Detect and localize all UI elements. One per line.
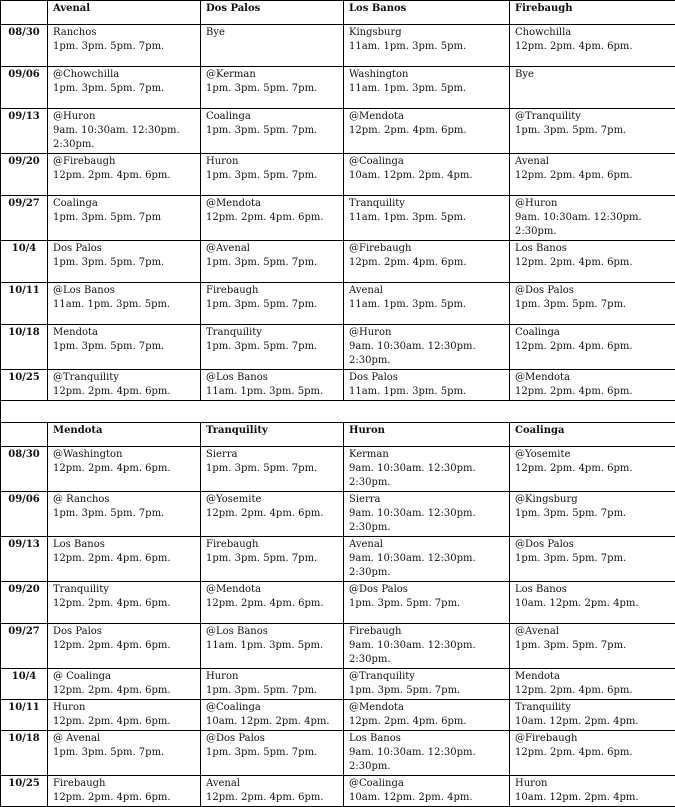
table-row (1, 731, 675, 776)
date-cell: 08/30 (1, 447, 48, 492)
opponent: @Mendota (515, 371, 670, 385)
date-cell: 09/20 (1, 582, 48, 624)
game-cell (344, 241, 510, 283)
game-cell (48, 447, 201, 492)
opponent: Mendota (515, 670, 670, 684)
game-times: 12pm. 2pm. 4pm. 6pm. (515, 40, 670, 54)
table-row (1, 582, 675, 624)
opponent: @Huron (515, 197, 670, 211)
opponent: Firebaugh (206, 538, 338, 552)
game-cell (344, 492, 510, 537)
game-cell (344, 25, 510, 67)
date-cell: 09/06 (1, 492, 48, 537)
table-row (1, 241, 675, 283)
opponent: Los Banos (515, 583, 670, 597)
table-row (1, 196, 675, 241)
opponent: Tranquility (53, 583, 195, 597)
game-cell (201, 67, 344, 109)
game-times: 12pm. 2pm. 4pm. 6pm. (349, 256, 504, 270)
game-times: 1pm. 3pm. 5pm. 7pm. (515, 639, 670, 653)
game-cell (48, 582, 201, 624)
opponent: Kingsburg (349, 26, 504, 40)
game-times: 12pm. 2pm. 4pm. 6pm. (53, 684, 195, 698)
game-times: 12pm. 2pm. 4pm. 6pm. (53, 597, 195, 611)
opponent: Washington (349, 68, 504, 82)
game-cell (201, 109, 344, 154)
game-times: 1pm. 3pm. 5pm. 7pm. (53, 40, 195, 54)
opponent: @Dos Palos (349, 583, 504, 597)
opponent: Chowchilla (515, 26, 670, 40)
game-times: 11am. 1pm. 3pm. 5pm. (349, 298, 504, 312)
game-cell (201, 624, 344, 669)
game-cell (510, 537, 675, 582)
game-times: 1pm. 3pm. 5pm. 7pm. (206, 82, 338, 96)
opponent: Huron (206, 155, 338, 169)
game-times: 1pm. 3pm. 5pm. 7pm. (515, 124, 670, 138)
opponent: @Coalinga (349, 777, 504, 791)
game-cell (48, 537, 201, 582)
opponent: @Dos Palos (515, 284, 670, 298)
game-times: 9am. 10:30am. 12:30pm. 2:30pm. (53, 124, 195, 152)
opponent: @Firebaugh (515, 732, 670, 746)
opponent: Coalinga (515, 326, 670, 340)
game-cell (48, 624, 201, 669)
opponent: @Los Banos (206, 625, 338, 639)
header-row (1, 1, 675, 25)
opponent: Dos Palos (53, 625, 195, 639)
date-cell: 09/06 (1, 67, 48, 109)
game-times: 12pm. 2pm. 4pm. 6pm. (53, 169, 195, 183)
game-cell (201, 537, 344, 582)
date-cell: 08/30 (1, 25, 48, 67)
game-cell (510, 67, 675, 109)
game-cell (344, 447, 510, 492)
game-times: 10am. 12pm. 2pm. 4pm. (206, 715, 338, 729)
game-cell (48, 669, 201, 700)
game-cell (48, 196, 201, 241)
opponent: Bye (515, 68, 670, 82)
opponent: Dos Palos (349, 371, 504, 385)
game-cell (201, 196, 344, 241)
game-times: 12pm. 2pm. 4pm. 6pm. (53, 791, 195, 805)
game-cell (201, 582, 344, 624)
table-row (1, 325, 675, 370)
opponent: @Mendota (206, 583, 338, 597)
game-cell (344, 154, 510, 196)
game-times: 9am. 10:30am. 12:30pm. 2:30pm. (349, 746, 504, 774)
game-times: 10am. 12pm. 2pm. 4pm. (349, 169, 504, 183)
game-cell (344, 700, 510, 731)
game-times: 12pm. 2pm. 4pm. 6pm. (53, 715, 195, 729)
opponent: Huron (53, 701, 195, 715)
game-cell (201, 241, 344, 283)
game-times: 1pm. 3pm. 5pm. 7pm. (206, 552, 338, 566)
game-times: 1pm. 3pm. 5pm. 7pm. (206, 340, 338, 354)
game-times: 1pm. 3pm. 5pm. 7pm. (515, 507, 670, 521)
opponent: @ Coalinga (53, 670, 195, 684)
opponent: Kerman (349, 448, 504, 462)
game-times: 11am. 1pm. 3pm. 5pm. (349, 82, 504, 96)
game-cell (510, 109, 675, 154)
opponent: @Huron (53, 110, 195, 124)
game-times: 1pm. 3pm. 5pm. 7pm. (206, 746, 338, 760)
opponent: Sierra (349, 493, 504, 507)
opponent: Bye (206, 26, 338, 40)
opponent: Coalinga (206, 110, 338, 124)
table-row (1, 447, 675, 492)
game-times: 10am. 12pm. 2pm. 4pm. (515, 715, 670, 729)
game-times: 1pm. 3pm. 5pm. 7pm. (206, 684, 338, 698)
table-row (1, 492, 675, 537)
game-cell (201, 776, 344, 807)
date-cell: 09/20 (1, 154, 48, 196)
game-times: 12pm. 2pm. 4pm. 6pm. (515, 746, 670, 760)
game-times: 12pm. 2pm. 4pm. 6pm. (515, 256, 670, 270)
game-times: 9am. 10:30am. 12:30pm. 2:30pm. (349, 340, 504, 368)
game-cell (510, 492, 675, 537)
game-cell (510, 669, 675, 700)
game-times: 12pm. 2pm. 4pm. 6pm. (206, 791, 338, 805)
game-times: 9am. 10:30am. 12:30pm. 2:30pm. (349, 639, 504, 667)
game-times: 1pm. 3pm. 5pm. 7pm. (53, 256, 195, 270)
game-times: 12pm. 2pm. 4pm. 6pm. (515, 385, 670, 399)
game-cell (510, 731, 675, 776)
game-cell (344, 537, 510, 582)
opponent: @Avenal (206, 242, 338, 256)
game-times: 11am. 1pm. 3pm. 5pm. (349, 385, 504, 399)
table-row (1, 154, 675, 196)
game-times: 9am. 10:30am. 12:30pm. 2:30pm. (349, 507, 504, 535)
game-times: 1pm. 3pm. 5pm. 7pm. (53, 82, 195, 96)
opponent: Ranchos (53, 26, 195, 40)
schedule-body (1, 1, 675, 807)
game-times: 12pm. 2pm. 4pm. 6pm. (349, 715, 504, 729)
opponent: Sierra (206, 448, 338, 462)
opponent: @Kingsburg (515, 493, 670, 507)
opponent: @Mendota (349, 110, 504, 124)
game-times: 1pm. 3pm. 5pm. 7pm. (53, 340, 195, 354)
opponent: Avenal (349, 538, 504, 552)
game-cell (344, 67, 510, 109)
opponent: @Tranquility (515, 110, 670, 124)
game-cell (201, 154, 344, 196)
game-cell (48, 283, 201, 325)
game-cell (201, 700, 344, 731)
opponent: @ Avenal (53, 732, 195, 746)
team-header: Los Banos (344, 1, 510, 25)
opponent: @Dos Palos (206, 732, 338, 746)
game-cell (48, 325, 201, 370)
game-cell (510, 370, 675, 401)
team-header: Coalinga (510, 423, 675, 447)
game-times: 11am. 1pm. 3pm. 5pm. (53, 298, 195, 312)
spacer-cell (1, 401, 675, 423)
team-header: Huron (344, 423, 510, 447)
opponent: Los Banos (349, 732, 504, 746)
game-times: 12pm. 2pm. 4pm. 6pm. (53, 639, 195, 653)
header-row (1, 423, 675, 447)
game-cell (344, 196, 510, 241)
game-cell (344, 624, 510, 669)
game-cell (48, 492, 201, 537)
game-times: 11am. 1pm. 3pm. 5pm. (349, 40, 504, 54)
game-cell (48, 154, 201, 196)
opponent: Avenal (515, 155, 670, 169)
game-cell (201, 325, 344, 370)
opponent: @Huron (349, 326, 504, 340)
game-times: 12pm. 2pm. 4pm. 6pm. (515, 684, 670, 698)
game-times: 1pm. 3pm. 5pm. 7pm. (515, 552, 670, 566)
game-times: 1pm. 3pm. 5pm. 7pm. (206, 124, 338, 138)
game-cell (48, 25, 201, 67)
game-cell (344, 370, 510, 401)
game-cell (48, 67, 201, 109)
date-cell: 09/13 (1, 109, 48, 154)
date-cell: 10/4 (1, 241, 48, 283)
game-times: 9am. 10:30am. 12:30pm. 2:30pm. (349, 462, 504, 490)
opponent: @Coalinga (206, 701, 338, 715)
opponent: @Washington (53, 448, 195, 462)
game-cell (48, 241, 201, 283)
game-times: 1pm. 3pm. 5pm. 7pm. (206, 298, 338, 312)
game-times: 1pm. 3pm. 5pm. 7pm. (206, 256, 338, 270)
opponent: Avenal (349, 284, 504, 298)
game-times: 12pm. 2pm. 4pm. 6pm. (53, 385, 195, 399)
game-cell (510, 196, 675, 241)
game-cell (344, 582, 510, 624)
opponent: @Firebaugh (53, 155, 195, 169)
game-times: 10am. 12pm. 2pm. 4pm. (515, 597, 670, 611)
opponent: @ Ranchos (53, 493, 195, 507)
opponent: Firebaugh (206, 284, 338, 298)
table-row (1, 624, 675, 669)
game-times: 11am. 1pm. 3pm. 5pm. (206, 385, 338, 399)
opponent: @Avenal (515, 625, 670, 639)
opponent: Coalinga (53, 197, 195, 211)
opponent: @Yosemite (515, 448, 670, 462)
game-cell (344, 669, 510, 700)
header-date-cell (1, 423, 48, 447)
game-times: 1pm. 3pm. 5pm. 7pm. (349, 684, 504, 698)
game-cell (201, 370, 344, 401)
game-cell (201, 447, 344, 492)
date-cell: 10/4 (1, 669, 48, 700)
opponent: Los Banos (53, 538, 195, 552)
table-row (1, 776, 675, 807)
opponent: Firebaugh (53, 777, 195, 791)
game-times: 1pm. 3pm. 5pm. 7pm. (53, 746, 195, 760)
game-cell (510, 700, 675, 731)
opponent: Avenal (206, 777, 338, 791)
table-row (1, 283, 675, 325)
opponent: Dos Palos (53, 242, 195, 256)
game-cell (201, 669, 344, 700)
game-cell (344, 325, 510, 370)
game-times: 1pm. 3pm. 5pm. 7pm. (206, 169, 338, 183)
team-header: Firebaugh (510, 1, 675, 25)
game-times: 12pm. 2pm. 4pm. 6pm. (53, 462, 195, 476)
game-cell (201, 25, 344, 67)
game-cell (344, 776, 510, 807)
table-row (1, 700, 675, 731)
opponent: Huron (206, 670, 338, 684)
table-row (1, 370, 675, 401)
opponent: Tranquility (349, 197, 504, 211)
game-cell (510, 241, 675, 283)
opponent: @Dos Palos (515, 538, 670, 552)
game-times: 10am. 12pm. 2pm. 4pm. (515, 791, 670, 805)
date-cell: 10/25 (1, 370, 48, 401)
opponent: @Yosemite (206, 493, 338, 507)
game-cell (48, 731, 201, 776)
team-header: Avenal (48, 1, 201, 25)
game-times: 11am. 1pm. 3pm. 5pm. (349, 211, 504, 225)
opponent: @Los Banos (53, 284, 195, 298)
game-times: 12pm. 2pm. 4pm. 6pm. (206, 597, 338, 611)
table-row (1, 669, 675, 700)
game-times: 9am. 10:30am. 12:30pm. 2:30pm. (349, 552, 504, 580)
game-times: 1pm. 3pm. 5pm. 7pm. (515, 298, 670, 312)
game-cell (201, 283, 344, 325)
opponent: @Kerman (206, 68, 338, 82)
game-times: 12pm. 2pm. 4pm. 6pm. (515, 340, 670, 354)
game-times: 1pm. 3pm. 5pm. 7pm (53, 211, 195, 225)
opponent: @Tranquility (349, 670, 504, 684)
game-cell (201, 492, 344, 537)
game-times: 1pm. 3pm. 5pm. 7pm. (349, 597, 504, 611)
game-times: 12pm. 2pm. 4pm. 6pm. (53, 552, 195, 566)
date-cell: 09/27 (1, 624, 48, 669)
opponent: @Coalinga (349, 155, 504, 169)
opponent: @Mendota (349, 701, 504, 715)
date-cell: 10/18 (1, 325, 48, 370)
game-cell (510, 25, 675, 67)
date-cell: 09/27 (1, 196, 48, 241)
game-cell (344, 109, 510, 154)
team-header: Dos Palos (201, 1, 344, 25)
game-times: 12pm. 2pm. 4pm. 6pm. (515, 462, 670, 476)
game-cell (48, 700, 201, 731)
game-cell (510, 283, 675, 325)
opponent: Tranquility (515, 701, 670, 715)
game-cell (48, 776, 201, 807)
date-cell: 10/11 (1, 283, 48, 325)
game-times: 10am. 12pm. 2pm. 4pm. (349, 791, 504, 805)
game-times: 1pm. 3pm. 5pm. 7pm. (53, 507, 195, 521)
game-cell (48, 370, 201, 401)
game-times: 9am. 10:30am. 12:30pm. 2:30pm. (515, 211, 670, 239)
opponent: Huron (515, 777, 670, 791)
opponent: Los Banos (515, 242, 670, 256)
game-cell (344, 283, 510, 325)
game-cell (344, 731, 510, 776)
date-cell: 10/25 (1, 776, 48, 807)
game-times: 1pm. 3pm. 5pm. 7pm. (206, 462, 338, 476)
opponent: Firebaugh (349, 625, 504, 639)
opponent: Tranquility (206, 326, 338, 340)
game-cell (510, 447, 675, 492)
game-cell (510, 776, 675, 807)
game-cell (510, 154, 675, 196)
date-cell: 10/11 (1, 700, 48, 731)
table-row (1, 109, 675, 154)
opponent: @Firebaugh (349, 242, 504, 256)
date-cell: 09/13 (1, 537, 48, 582)
game-cell (48, 109, 201, 154)
team-header: Mendota (48, 423, 201, 447)
opponent: Mendota (53, 326, 195, 340)
date-cell: 10/18 (1, 731, 48, 776)
game-times: 12pm. 2pm. 4pm. 6pm. (206, 211, 338, 225)
game-cell (201, 731, 344, 776)
game-times: 12pm. 2pm. 4pm. 6pm. (515, 169, 670, 183)
game-times: 11am. 1pm. 3pm. 5pm. (206, 639, 338, 653)
game-cell (510, 325, 675, 370)
opponent: @Chowchilla (53, 68, 195, 82)
game-cell (510, 582, 675, 624)
opponent: @Mendota (206, 197, 338, 211)
opponent: @Tranquility (53, 371, 195, 385)
table-row (1, 67, 675, 109)
table-row (1, 25, 675, 67)
team-header: Tranquility (201, 423, 344, 447)
section-spacer (1, 401, 675, 423)
game-times: 12pm. 2pm. 4pm. 6pm. (206, 507, 338, 521)
game-times: 12pm. 2pm. 4pm. 6pm. (349, 124, 504, 138)
opponent: @Los Banos (206, 371, 338, 385)
game-cell (510, 624, 675, 669)
table-row (1, 537, 675, 582)
header-date-cell (1, 1, 48, 25)
